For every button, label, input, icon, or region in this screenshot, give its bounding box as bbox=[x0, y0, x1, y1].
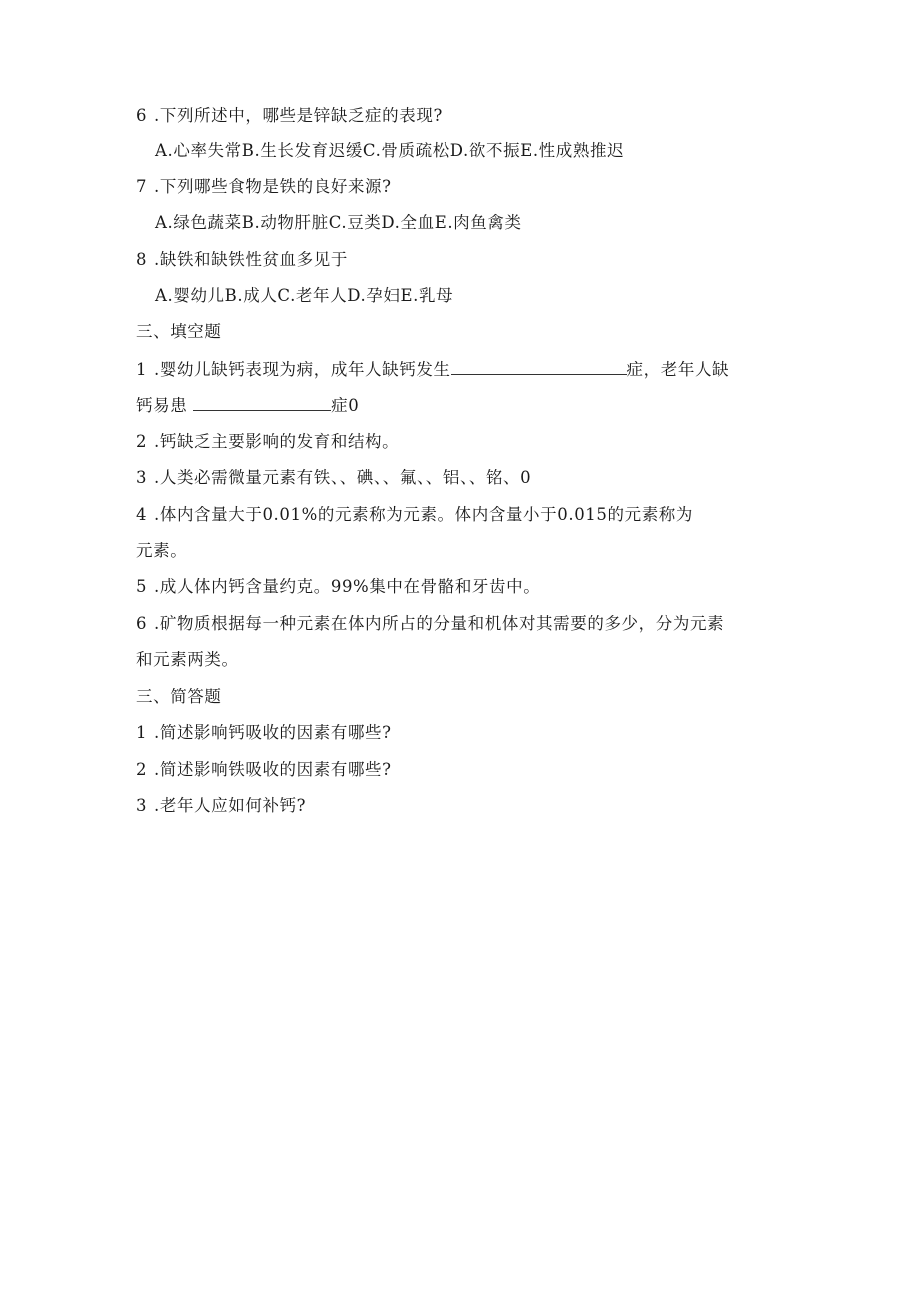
question-fill-4-cont: 元素。 bbox=[136, 541, 188, 560]
question-number: 1 bbox=[136, 723, 148, 742]
question-number: 6 bbox=[136, 614, 148, 633]
section-heading-short: 三、简答题 bbox=[136, 687, 222, 706]
question-number: 6 bbox=[136, 106, 148, 125]
question-number: 2 bbox=[136, 760, 148, 779]
question-number: 1 bbox=[136, 360, 148, 379]
question-text: 症，老年人缺 bbox=[626, 360, 730, 379]
question-text: .缺铁和缺铁性贫血多见于 bbox=[154, 250, 348, 269]
answer-blank bbox=[193, 395, 331, 411]
question-text: .简述影响钙吸收的因素有哪些? bbox=[154, 723, 392, 742]
question-number: 3 bbox=[136, 796, 148, 815]
question-text: .下列哪些食物是铁的良好来源? bbox=[154, 177, 392, 196]
question-text: .下列所述中，哪些是锌缺乏症的表现? bbox=[154, 106, 443, 125]
question-text: .矿物质根据每一种元素在体内所占的分量和机体对其需要的多少，分为元素 bbox=[154, 614, 725, 633]
options-mc-7: A.绿色蔬菜B.动物肝脏C.豆类D.全血E.肉鱼禽类 bbox=[155, 213, 522, 232]
question-mc-8 bbox=[136, 250, 348, 270]
question-fill-1 bbox=[136, 359, 729, 380]
question-number: 4 bbox=[136, 505, 148, 524]
question-text: .成人体内钙含量约克。99%集中在骨骼和牙齿中。 bbox=[154, 577, 541, 596]
question-short-2 bbox=[136, 760, 392, 780]
answer-blank bbox=[451, 359, 627, 375]
question-fill-2 bbox=[136, 432, 399, 452]
question-short-3 bbox=[136, 796, 306, 816]
options-mc-8: A.婴幼儿B.成人C.老年人D.孕妇E.乳母 bbox=[155, 286, 454, 305]
question-text: 钙易患 bbox=[136, 396, 188, 415]
question-text: .老年人应如何补钙? bbox=[154, 796, 307, 815]
question-number: 8 bbox=[136, 250, 148, 269]
question-number: 5 bbox=[136, 577, 148, 596]
question-mc-6 bbox=[136, 106, 443, 126]
question-short-1 bbox=[136, 723, 392, 743]
question-text: .体内含量大于0.01%的元素称为元素。体内含量小于0.015的元素称为 bbox=[154, 505, 693, 524]
question-number: 7 bbox=[136, 177, 148, 196]
question-text: 症0 bbox=[331, 396, 360, 415]
question-mc-7 bbox=[136, 177, 392, 197]
question-fill-1-cont bbox=[136, 395, 359, 416]
question-text: .人类必需微量元素有铁、、碘、、氟、、铝、、铭、0 bbox=[154, 468, 532, 487]
question-fill-6 bbox=[136, 614, 724, 634]
question-fill-3 bbox=[136, 468, 531, 488]
question-text: .钙缺乏主要影响的发育和结构。 bbox=[154, 432, 400, 451]
question-fill-6-cont: 和元素两类。 bbox=[136, 650, 239, 669]
section-heading-fill: 三、填空题 bbox=[136, 322, 222, 341]
question-number: 3 bbox=[136, 468, 148, 487]
question-fill-5 bbox=[136, 577, 540, 597]
options-mc-6: A.心率失常B.生长发育迟缓C.骨质疏松D.欲不振E.性成熟推迟 bbox=[155, 141, 625, 160]
question-text: .简述影响铁吸收的因素有哪些? bbox=[154, 760, 392, 779]
question-number: 2 bbox=[136, 432, 148, 451]
question-text: .婴幼儿缺钙表现为病，成年人缺钙发生 bbox=[154, 360, 451, 379]
question-fill-4 bbox=[136, 505, 693, 525]
